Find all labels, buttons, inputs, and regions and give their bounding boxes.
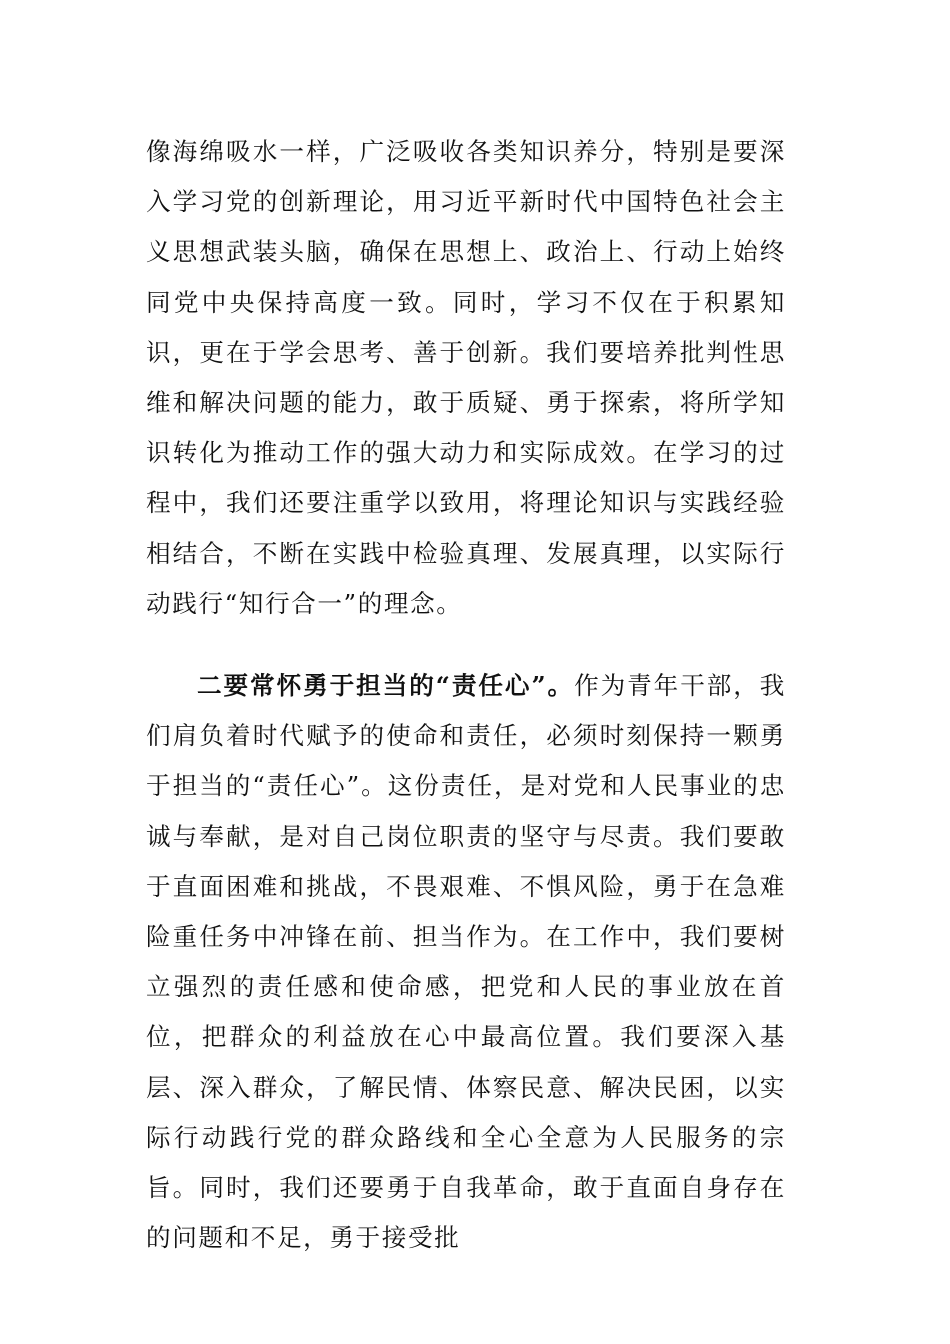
paragraph-heading: 二要常怀勇于担当的“责任心”。 xyxy=(197,671,575,700)
body-paragraph xyxy=(146,661,786,1263)
paragraph-text: 像海绵吸水一样，广泛吸收各类知识养分，特别是要深入学习党的创新理论，用习近平新时代中国特色社会主义思想武装头脑，确保在思想上、政治上、行动上始终同党中央保持高度一致。同时，学习不仅在于积累知识，更在于学会思考、善于创新。我们要培养批判性思维和解决问题的能力，敢于质疑、勇于探索，将所学知识转化为推动工作的强大动力和实际成效。在学习的过程中，我们还要注重学以致用，将理论知识与实践经验相结合，不断在实践中检验真理、发展真理，以实际行动践行“知行合一”的理念。 xyxy=(146,137,786,618)
body-paragraph xyxy=(146,127,786,629)
paragraph-text: 作为青年干部，我们肩负着时代赋予的使命和责任，必须时刻保持一颗勇于担当的“责任心”。这份责任，是对党和人民事业的忠诚与奉献，是对自己岗位职责的坚守与尽责。我们要敢于直面困难和挑战，不畏艰难、不惧风险，勇于在急难险重任务中冲锋在前、担当作为。在工作中，我们要树立强烈的责任感和使命感，把党和人民的事业放在首位，把群众的利益放在心中最高位置。我们要深入基层、深入群众，了解民情、体察民意、解决民困，以实际行动践行党的群众路线和全心全意为人民服务的宗旨。同时，我们还要勇于自我革命，敢于直面自身存在的问题和不足，勇于接受批 xyxy=(146,671,786,1253)
